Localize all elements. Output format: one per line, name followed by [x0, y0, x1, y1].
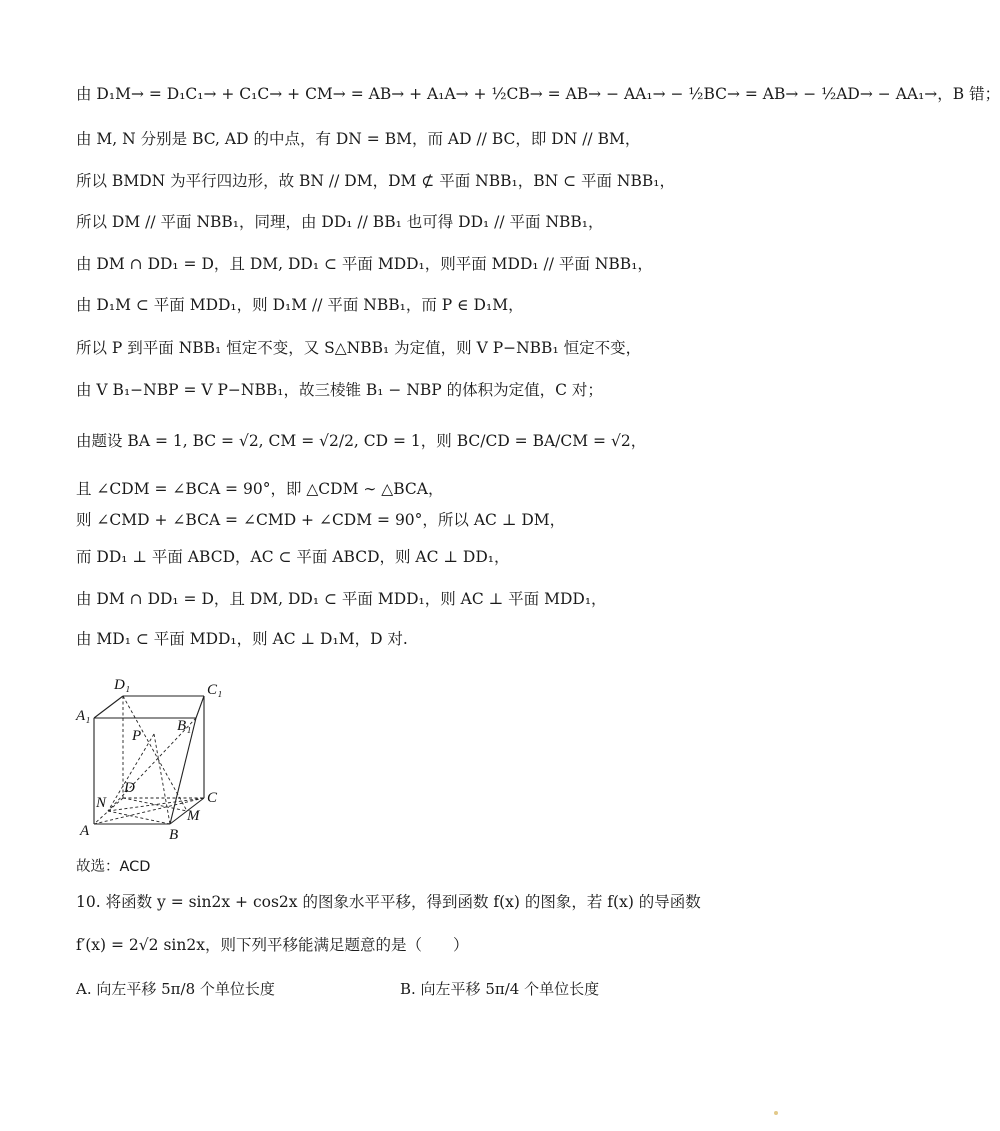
- label-n: N: [96, 795, 107, 811]
- label-a: A: [80, 823, 90, 839]
- cube-figure: [74, 672, 234, 844]
- label-d: D: [124, 780, 135, 796]
- label-p: P: [132, 728, 142, 744]
- solution-line-14: 由 MD₁ ⊂ 平面 MDD₁，则 AC ⊥ D₁M，D 对.: [76, 630, 408, 648]
- question-line-2: f′(x) = 2√2 sin2x，则下列平移能满足题意的是（ ）: [76, 936, 469, 954]
- solution-line-6: 由 D₁M ⊂ 平面 MDD₁，则 D₁M // 平面 NBB₁，而 P ∈ D₁M，: [76, 296, 524, 314]
- label-c1: C₁: [207, 682, 223, 698]
- label-m: M: [187, 808, 200, 824]
- solution-line-13: 由 DM ∩ DD₁ = D，且 DM, DD₁ ⊂ 平面 MDD₁，则 AC ⊥ 平面 MDD₁，: [76, 590, 607, 608]
- solution-line-8: 由 V B₁−NBP = V P−NBB₁，故三棱锥 B₁ − NBP 的体积为定值，C 对；: [76, 381, 603, 399]
- option-b: B. 向左平移 5π/4 个单位长度: [400, 980, 600, 998]
- solution-line-4: 所以 DM // 平面 NBB₁，同理，由 DD₁ // BB₁ 也可得 DD₁ // 平面 NBB₁，: [76, 213, 604, 231]
- label-c: C: [207, 790, 218, 806]
- answer-line: 故选：ACD: [76, 859, 151, 875]
- page-corner-mark: [774, 1111, 778, 1115]
- solution-line-9: 由题设 BA = 1, BC = √2, CM = √2/2, CD = 1，则 BC/CD = BA/CM = √2，: [76, 432, 647, 450]
- solution-line-5: 由 DM ∩ DD₁ = D，且 DM, DD₁ ⊂ 平面 MDD₁，则平面 MDD₁ // 平面 NBB₁，: [76, 255, 653, 273]
- solution-line-3: 所以 BMDN 为平行四边形，故 BN // DM，DM ⊄ 平面 NBB₁，BN ⊂ 平面 NBB₁，: [76, 172, 675, 190]
- solution-line-1: 由 D₁M→ = D₁C₁→ + C₁C→ + CM→ = AB→ + A₁A→ + ½CB→ = AB→ − AA₁→ − ½BC→ = AB→ − ½AD→ − AA₁→，B 错；: [76, 85, 1000, 103]
- solution-line-10: 且 ∠CDM = ∠BCA = 90°，即 △CDM ∼ △BCA，: [76, 480, 444, 498]
- edge-d1-a1: [94, 696, 123, 718]
- edge-b1-c1: [196, 696, 204, 718]
- solution-line-11: 则 ∠CMD + ∠BCA = ∠CMD + ∠CDM = 90°，所以 AC ⊥ DM，: [76, 511, 566, 529]
- label-a1: A₁: [76, 708, 91, 724]
- segment-d-m: [123, 798, 187, 811]
- solution-line-2: 由 M, N 分别是 BC, AD 的中点，有 DN = BM，而 AD // BC，即 DN // BM，: [76, 130, 641, 148]
- label-b1: B₁: [177, 718, 192, 734]
- solution-line-7: 所以 P 到平面 NBB₁ 恒定不变，又 S△NBB₁ 为定值，则 V P−NBB₁ 恒定不变，: [76, 339, 642, 357]
- solution-line-12: 而 DD₁ ⊥ 平面 ABCD，AC ⊂ 平面 ABCD，则 AC ⊥ DD₁，: [76, 548, 510, 566]
- question-line-1: 10. 将函数 y = sin2x + cos2x 的图象水平平移，得到函数 f(x) 的图象，若 f(x) 的导函数: [76, 893, 701, 911]
- option-a: A. 向左平移 5π/8 个单位长度: [76, 980, 275, 998]
- label-d1: D₁: [114, 677, 131, 693]
- label-b: B: [169, 827, 179, 843]
